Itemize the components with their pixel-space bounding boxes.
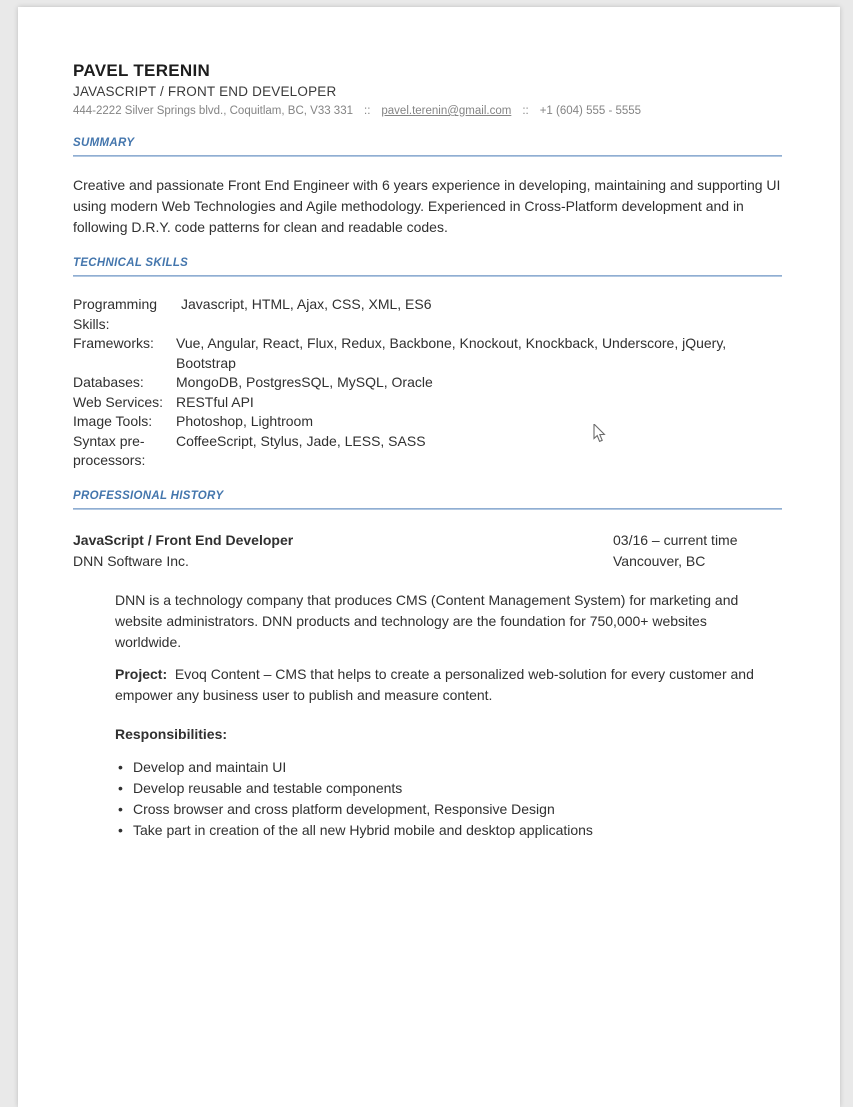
job-company-row [73, 551, 782, 572]
section-heading-professional-history: PROFESSIONAL HISTORY [73, 489, 224, 502]
skills-table [73, 295, 782, 471]
responsibility-item: • Develop and maintain UI [118, 757, 758, 778]
section-heading-summary: SUMMARY [73, 137, 135, 149]
job-dates: 03/16 – current time [613, 531, 738, 548]
job-title-row [73, 530, 782, 551]
responsibility-item-partial: • Take part in creation of the all new Hybrid mobile and desktop applications [118, 820, 758, 841]
contact-address: 444-2222 Silver Springs blvd., Coquitlam, BC, V33 331 [73, 105, 353, 117]
skills-row [73, 432, 782, 471]
candidate-name: PAVEL TERENIN [73, 61, 211, 80]
contact-separator: :: [522, 105, 529, 117]
company-description: DNN is a technology company that produces CMS (Content Management System) for marketing and website administrators. DNN products and technology are the foundation for 750,000+ websites worldwide. [115, 591, 739, 650]
contact-line [73, 104, 782, 118]
section-divider [73, 275, 782, 277]
skill-values: RESTful API [176, 393, 254, 410]
job-company: DNN Software Inc. [73, 552, 189, 569]
project-label: Project: [115, 665, 168, 682]
skill-values: MongoDB, PostgresSQL, MySQL, Oracle [176, 374, 433, 390]
section-divider [73, 155, 782, 157]
skill-values: Javascript, HTML, Ajax, CSS, XML, ES6 [181, 296, 432, 312]
contact-separator: :: [364, 105, 371, 117]
skill-category: Image Tools: [73, 413, 153, 429]
skills-row [73, 373, 782, 393]
responsibilities-list [118, 757, 758, 841]
responsibilities-label: Responsibilities: [115, 725, 228, 742]
job-location: Vancouver, BC [613, 552, 706, 569]
skill-values: CoffeeScript, Stylus, Jade, LESS, SASS [176, 432, 426, 449]
job-details [115, 590, 782, 841]
skill-category: Syntax pre-processors: [73, 432, 146, 468]
skills-row [73, 295, 782, 334]
skill-category: Databases: [73, 374, 144, 390]
project-text: Evoq Content – CMS that helps to create a personalized web-solution for every customer and empower any business user to publish and measure content. [115, 665, 754, 703]
candidate-title: JAVASCRIPT / FRONT END DEVELOPER [73, 84, 337, 99]
project-description [115, 664, 755, 706]
job-title: JavaScript / Front End Developer [73, 531, 294, 548]
skill-values: Vue, Angular, React, Flux, Redux, Backbone, Knockout, Knockback, Underscore, jQuery, Bootstrap [176, 335, 727, 371]
skill-category: Frameworks: [73, 335, 154, 351]
section-heading-technical-skills: TECHNICAL SKILLS [73, 257, 189, 269]
skill-category: Web Services: [73, 393, 163, 410]
section-divider [73, 508, 782, 510]
skills-row [73, 412, 782, 432]
responsibility-item: • Develop reusable and testable components [118, 778, 758, 799]
contact-phone: +1 (604) 555 - 5555 [539, 105, 642, 117]
skill-category: Programming Skills: [73, 296, 158, 332]
resume-document-page [18, 7, 840, 1107]
resume-content [18, 7, 840, 841]
job-header [73, 530, 782, 572]
skills-row [73, 334, 782, 373]
skill-values: Photoshop, Lightroom [176, 413, 313, 429]
responsibility-item: • Cross browser and cross platform development, Responsive Design [118, 799, 758, 820]
skills-row [73, 393, 782, 413]
summary-text: Creative and passionate Front End Engineer with 6 years experience in developing, maintaining and supporting UI using modern Web Technologies and Agile methodology. Experienced in Cross-Platform development and in following D.R.Y. code patterns for clean and readable codes. [73, 177, 781, 235]
email-link[interactable]: pavel.terenin@gmail.com [381, 105, 512, 117]
